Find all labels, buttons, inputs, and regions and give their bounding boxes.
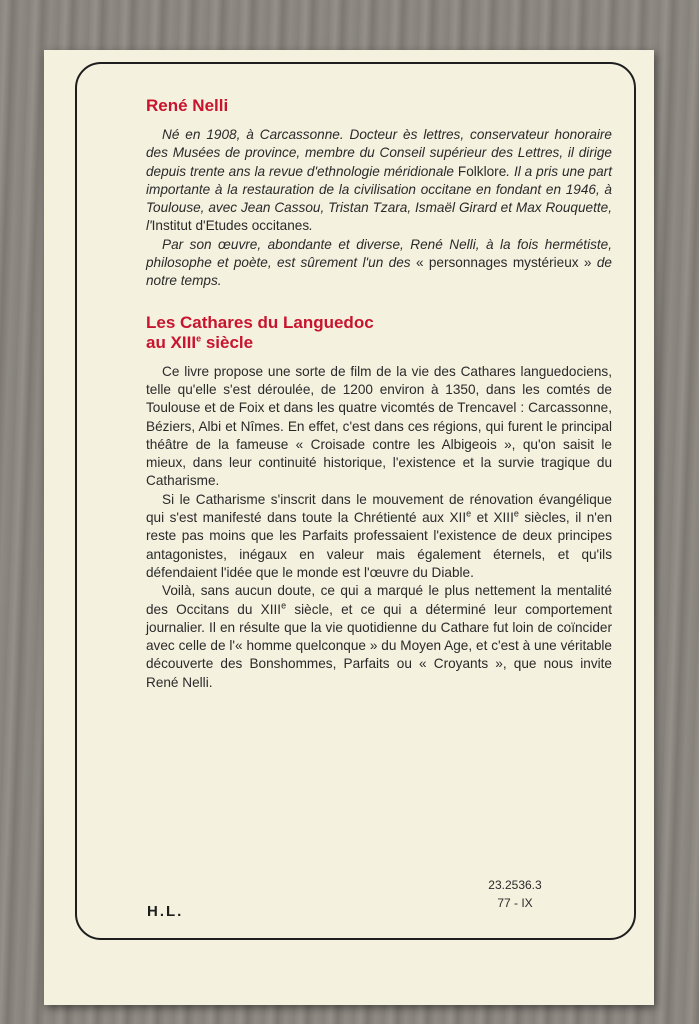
bio-text: Par son œuvre, abondante et diverse, René Nelli, à la fois hermétiste, philosophe et poète, est sûrement l'un des [146,236,612,271]
book-title [146,313,612,353]
bio-text: de notre temps. [146,255,612,289]
print-date-code: 77 - IX [497,896,533,910]
institute-name: Institut d'Etudes occitanes [151,218,310,234]
description-paragraph-3 [146,582,612,692]
bio-paragraph-1 [146,126,612,236]
description-paragraph-1: Ce livre propose une sorte de film de la vie des Cathares languedociens, telle qu'elle s'est déroulée, de 1200 environ à 1350, dans les comtés de Toulouse et de Foix et dans les quatre vicomtés de Trencavel : Carcassonne, Béziers, Albi et Nîmes. En effet, c'est dans ces régions, qui furent le principal théâtre de la fameuse « Croisade contre les Albigeois », qu'on saisit le mieux, dans leur continuité historique, l'existence et la survie tragique du Catharisme. [146,363,612,489]
book-title-line-1: Les Cathares du Languedoc [146,312,374,332]
book-title-line-2-end: siècle [201,332,254,352]
bio-text: Né en 1908, à Carcassonne. Docteur ès lettres, conservateur honoraire des Musées de province, membre du Conseil supérieur des Lettres, il dirige depuis trente ans la revue d'ethnologie méridionale [146,127,612,179]
bio-paragraph-2 [146,236,612,291]
catalog-codes [470,876,560,912]
book-description [146,363,612,692]
description-text: Si le Catharisme s'inscrit dans le mouvement de rénovation évangélique qui s'est manifesté dans toute la Chrétienté aux XII [146,491,612,526]
superscript: e [281,600,287,610]
superscript: e [513,508,519,519]
publisher-logo: H.L. [147,903,184,920]
bio-text: . [309,218,313,234]
bio-text: . Il a pris une part importante à la restauration de la civilisation occitane en fondant en 1946, à Toulouse, avec Jean Cassou, Tristan Tzara, Ismaël Girard et Max Rouquette, l' [146,163,612,234]
bio-quote: « personnages mystérieux » [415,255,592,271]
catalog-number: 23.2536.3 [488,878,542,892]
description-text: siècle, et ce qui a déterminé leur comportement journalier. Il en résulte que la vie quotidienne du Cathare fut loin de coïncider avec celle de l'« homme quelconque » du Moyen Age, et c'est à une véritable découverte des Bonshommes, Parfaits ou « Croyants », que nous invite René Nelli. [146,601,612,690]
author-name: René Nelli [146,96,229,115]
superscript: e [466,508,472,519]
journal-title: Folklore [457,163,507,179]
book-back-cover [44,50,654,1005]
description-text: Voilà, sans aucun doute, ce qui a marqué le plus nettement la mentalité des Occitans du XIII [146,583,612,617]
cover-text [146,96,612,692]
superscript: e [196,333,202,344]
description-paragraph-2 [146,491,612,582]
description-text: siècles, il n'en reste pas moins que les Parfaits professaient l'existence de deux principes antagonistes, inégaux en valeur mais également éternels, et qu'ils défendaient l'idée que le monde est l'œuvre du Diable. [146,510,612,580]
description-text: et XIII [471,510,514,526]
author-bio [146,126,612,291]
book-title-line-2: au XIII [146,332,197,352]
